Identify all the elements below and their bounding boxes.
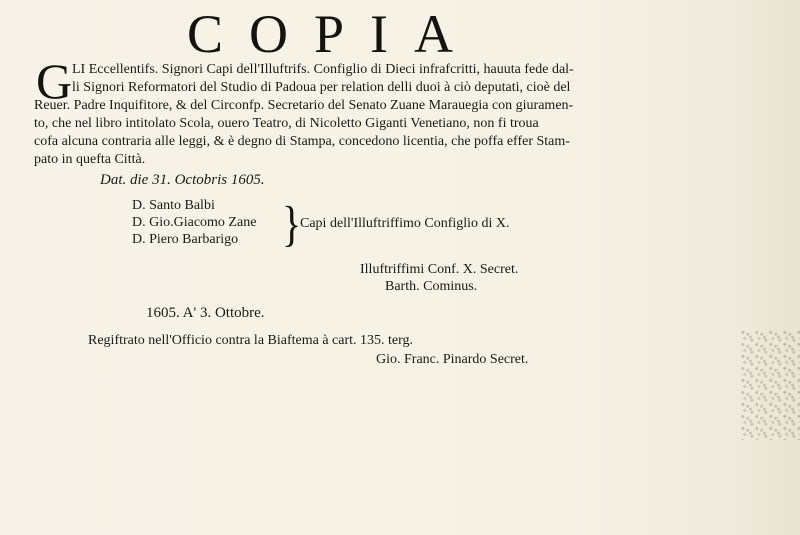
body-line-3: Reuer. Padre Inquifitore, & del Circonfp. Secretario del Senato Zuane Marauegia con giuramen- <box>34 98 574 113</box>
secretary-title: Illuftriffimi Conf. X. Secret. <box>360 262 519 277</box>
body-line-2: li Signori Reformatori del Studio di Padoua per relation delli duoi à ciò deputati, cioè del <box>72 80 571 95</box>
signer-name: D. Gio.Giacomo Zane <box>132 215 257 230</box>
signer-name: D. Piero Barbarigo <box>132 232 239 247</box>
drop-cap: G <box>36 53 73 109</box>
page-edge-stain <box>740 330 800 440</box>
document-title: COPIA <box>186 4 480 64</box>
body-line-5: cofa alcuna contraria alle leggi, & è degno di Stampa, concedono licentia, che poffa effer Stam- <box>34 134 570 149</box>
registration-date: 1605. A' 3. Ottobre. <box>146 305 265 321</box>
registration-note: Regiftrato nell'Officio contra la Biaftema à cart. 135. terg. <box>88 333 414 348</box>
brace-icon: } <box>282 195 302 252</box>
signer-name: D. Santo Balbi <box>132 198 215 213</box>
registration-signer: Gio. Franc. Pinardo Secret. <box>376 352 529 367</box>
signers-list <box>132 197 256 248</box>
council-heads-label: Capi dell'Illuftriffimo Configlio di X. <box>300 216 510 231</box>
body-line-4: to, che nel libro intitolato Scola, ouero Teatro, di Nicoletto Giganti Venetiano, non fi troua <box>34 116 539 131</box>
body-line-6: pato in quefta Città. <box>34 152 146 167</box>
decree-date: Dat. die 31. Octobris 1605. <box>100 172 265 188</box>
secretary-name: Barth. Cominus. <box>385 279 478 294</box>
body-line-1: LI Eccellentifs. Signori Capi dell'Illuftrifs. Configlio di Dieci infrafcritti, hauuta fede dal- <box>72 62 574 77</box>
